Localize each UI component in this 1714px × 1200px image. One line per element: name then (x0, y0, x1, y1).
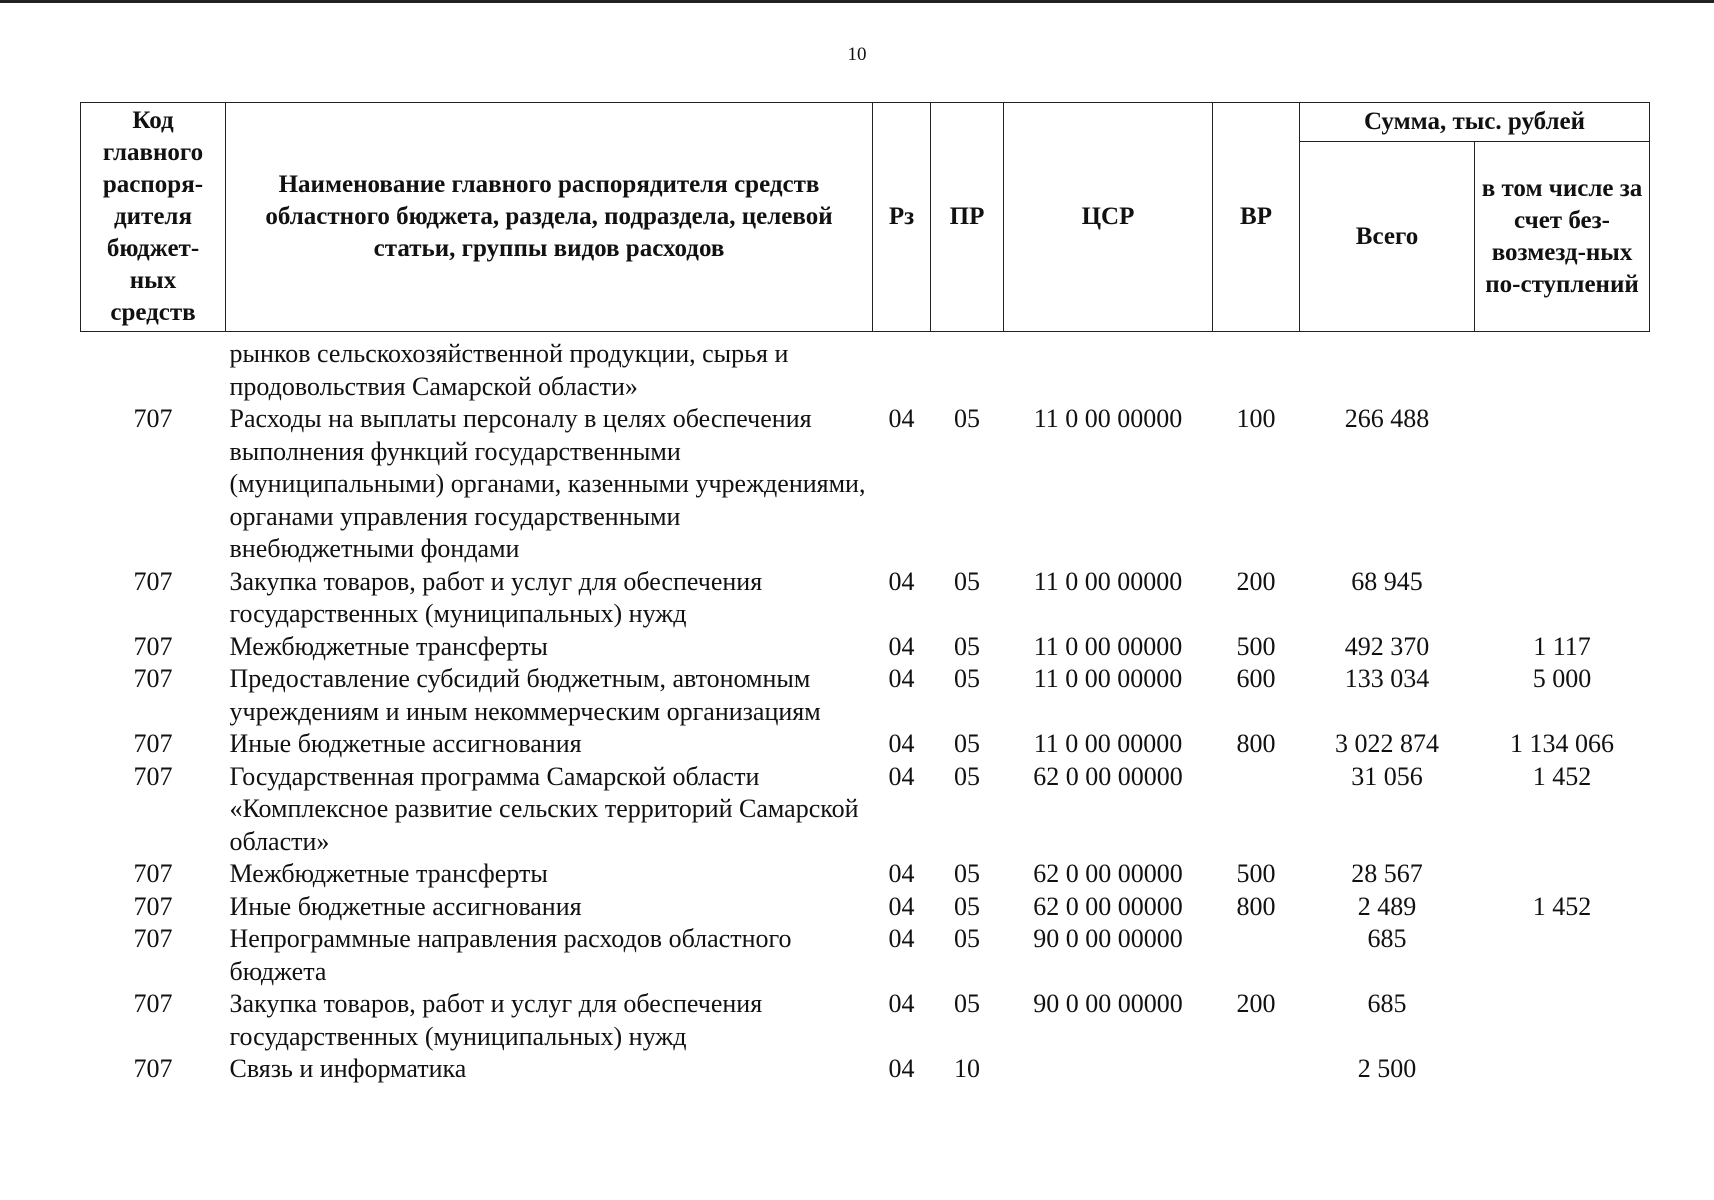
header-sum-group: Сумма, тыс. рублей (1300, 103, 1650, 142)
page-top-border (0, 0, 1714, 3)
cell-name: Межбюджетные трансферты (229, 859, 548, 888)
cell-free: 1 452 (1532, 891, 1592, 921)
cell-free: 1 452 (1532, 761, 1592, 791)
cell-code: 707 (133, 891, 173, 921)
cell-rz: 04 (888, 989, 915, 1018)
cell-vr (1213, 332, 1300, 404)
cell-code: 707 (133, 631, 173, 661)
cell-total: 68 945 (1351, 566, 1423, 596)
cell-rz: 04 (888, 761, 915, 791)
cell-free: 5 000 (1532, 664, 1592, 693)
cell-total: 2 500 (1357, 1054, 1417, 1083)
cell-free (1475, 1053, 1650, 1086)
table-row (81, 761, 1650, 859)
cell-total: 2 489 (1357, 891, 1417, 921)
cell-free: 1 134 066 (1510, 729, 1614, 758)
cell-free (1475, 403, 1650, 566)
cell-csr (1004, 332, 1213, 404)
cell-name: Расходы на выплаты персоналу в целях обеспечения выполнения функций государственными (муниципальными) органами, казенными учреждениями, органами управления государственными внебюджетными фондами (229, 404, 866, 563)
cell-total: 31 056 (1351, 761, 1423, 791)
cell-total: 685 (1367, 924, 1407, 953)
cell-code: 707 (133, 566, 173, 596)
cell-pr: 05 (954, 631, 980, 661)
header-code: Код главного распоря-дителя бюджет-ных средств (81, 103, 226, 332)
cell-csr: 11 0 00 00000 (1033, 631, 1183, 661)
cell-free (1475, 988, 1650, 1053)
cell-vr: 500 (1236, 859, 1276, 888)
cell-csr: 90 0 00 00000 (1033, 989, 1183, 1018)
cell-vr (1213, 761, 1300, 859)
cell-csr (1004, 1053, 1213, 1086)
table-row (81, 566, 1650, 631)
cell-csr: 11 0 00 00000 (1033, 566, 1183, 596)
header-pr: ПР (931, 103, 1004, 332)
cell-total: 133 034 (1344, 664, 1430, 693)
table-row (81, 1053, 1650, 1086)
cell-vr: 100 (1236, 404, 1276, 433)
cell-name: Предоставление субсидий бюджетным, автономным учреждениям и иным некоммерческим организациям (229, 664, 821, 726)
cell-rz: 04 (888, 664, 915, 693)
page-number: 10 (847, 44, 867, 65)
cell-rz: 04 (888, 631, 915, 661)
cell-total: 685 (1367, 989, 1407, 1018)
cell-csr: 11 0 00 00000 (1033, 404, 1183, 433)
cell-pr: 05 (954, 664, 980, 693)
cell-code: 707 (133, 859, 173, 888)
budget-table (80, 102, 1650, 1086)
cell-vr: 600 (1236, 664, 1276, 693)
table-row (81, 923, 1650, 988)
cell-pr (931, 332, 1004, 404)
cell-csr: 62 0 00 00000 (1033, 859, 1183, 888)
table-row (81, 403, 1650, 566)
cell-vr (1213, 923, 1300, 988)
header-name: Наименование главного распорядителя средств областного бюджета, раздела, подраздела, целевой статьи, группы видов расходов (226, 103, 873, 332)
table-row (81, 891, 1650, 924)
table-body (81, 332, 1650, 1086)
cell-name: Закупка товаров, работ и услуг для обеспечения государственных (муниципальных) нужд (229, 989, 763, 1051)
cell-rz: 04 (888, 729, 915, 758)
cell-free (1475, 332, 1650, 404)
table-row (81, 988, 1650, 1053)
table-row (81, 631, 1650, 664)
cell-code: 707 (133, 989, 173, 1018)
cell-rz (873, 332, 931, 404)
cell-code: 707 (133, 404, 173, 433)
cell-code: 707 (133, 924, 173, 953)
table-row (81, 858, 1650, 891)
cell-name: Межбюджетные трансферты (229, 631, 548, 661)
header-rz: Рз (873, 103, 931, 332)
cell-pr: 05 (954, 924, 980, 953)
cell-csr: 11 0 00 00000 (1033, 664, 1183, 693)
cell-code (81, 332, 226, 404)
cell-rz: 04 (888, 1054, 915, 1083)
cell-rz: 04 (888, 566, 915, 596)
cell-pr: 05 (954, 729, 980, 758)
cell-total (1300, 332, 1475, 404)
cell-name: Закупка товаров, работ и услуг для обеспечения государственных (муниципальных) нужд (229, 566, 763, 628)
cell-vr: 800 (1236, 729, 1276, 758)
cell-code: 707 (133, 664, 173, 693)
table-header (81, 103, 1650, 332)
cell-csr: 62 0 00 00000 (1033, 891, 1183, 921)
cell-free (1475, 923, 1650, 988)
cell-code: 707 (133, 1054, 173, 1083)
cell-name: Связь и информатика (229, 1054, 467, 1083)
cell-rz: 04 (888, 859, 915, 888)
cell-pr: 05 (954, 566, 980, 596)
cell-vr (1213, 1053, 1300, 1086)
cell-vr: 200 (1236, 566, 1276, 596)
cell-csr: 11 0 00 00000 (1033, 729, 1183, 758)
cell-rz: 04 (888, 404, 915, 433)
header-total: Всего (1300, 142, 1475, 332)
cell-vr: 200 (1236, 989, 1276, 1018)
cell-rz: 04 (888, 891, 915, 921)
table-row (81, 663, 1650, 728)
cell-pr: 10 (954, 1054, 980, 1083)
cell-vr: 800 (1236, 891, 1276, 921)
cell-csr: 90 0 00 00000 (1033, 924, 1183, 953)
cell-code: 707 (133, 761, 173, 791)
table-row (81, 728, 1650, 761)
cell-pr: 05 (954, 891, 980, 921)
cell-total: 266 488 (1344, 404, 1430, 433)
cell-pr: 05 (954, 989, 980, 1018)
cell-total: 492 370 (1344, 631, 1430, 661)
header-csr: ЦСР (1004, 103, 1213, 332)
cell-name: Иные бюджетные ассигнования (229, 729, 582, 758)
cell-pr: 05 (954, 404, 980, 433)
cell-free: 1 117 (1533, 631, 1591, 661)
table-row (81, 332, 1650, 404)
cell-total: 28 567 (1351, 859, 1423, 888)
cell-rz: 04 (888, 924, 915, 953)
header-vr: ВР (1213, 103, 1300, 332)
cell-pr: 05 (954, 859, 980, 888)
cell-name: Иные бюджетные ассигнования (229, 891, 582, 921)
cell-vr: 500 (1236, 631, 1276, 661)
cell-free (1475, 566, 1650, 631)
cell-csr: 62 0 00 00000 (1033, 761, 1183, 791)
cell-name: рынков сельскохозяйственной продукции, сырья и продовольствия Самарской области» (229, 339, 789, 401)
cell-code: 707 (133, 729, 173, 758)
cell-free (1475, 858, 1650, 891)
header-free-receipts: в том числе за счет без-возмезд-ных по-ступлений (1475, 142, 1650, 332)
cell-name: Государственная программа Самарской области «Комплексное развитие сельских территорий Самарской области» (229, 761, 859, 856)
cell-pr: 05 (954, 761, 980, 791)
cell-name: Непрограммные направления расходов областного бюджета (229, 924, 792, 986)
cell-total: 3 022 874 (1335, 729, 1439, 758)
